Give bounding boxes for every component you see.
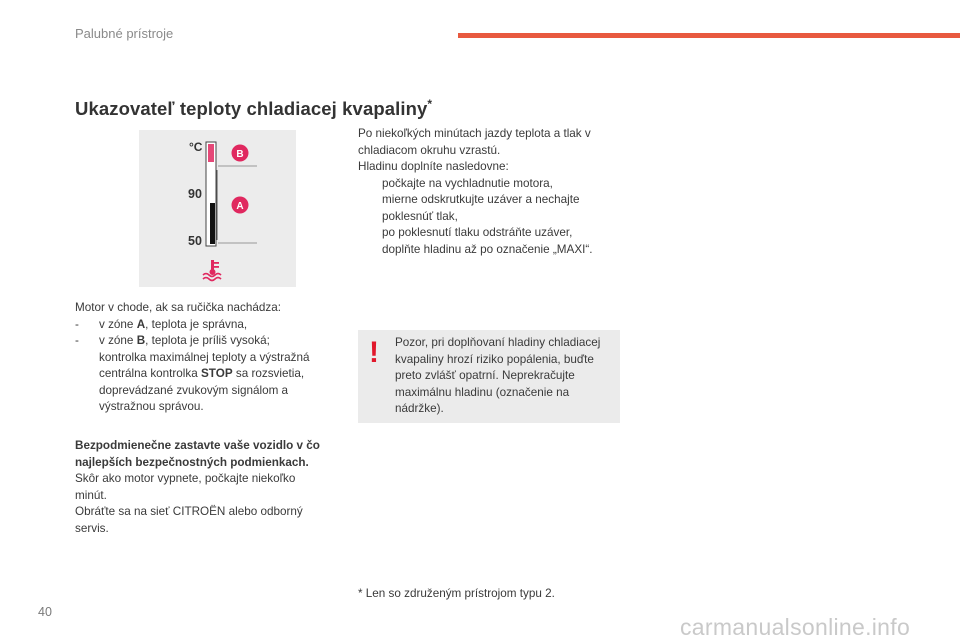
marker-b-label: B xyxy=(236,149,244,160)
page-number: 40 xyxy=(38,605,52,619)
gauge-unit-label: °C xyxy=(189,140,203,154)
tick-label-90: 90 xyxy=(188,187,202,201)
refill-step-1-text: počkajte na vychladnutie motora, xyxy=(382,176,553,190)
zone-b-cont-line1: kontrolka maximálnej teploty a výstražná xyxy=(99,350,310,364)
warning-line-1: Pozor, pri doplňovaní hladiny chladiacej xyxy=(395,336,601,349)
warning-text xyxy=(395,335,617,418)
exclamation-icon: ! xyxy=(369,336,379,369)
instruction-line-6: servis. xyxy=(75,521,109,535)
warning-box xyxy=(358,330,620,423)
right-line-1: Po niekoľkých minútach jazdy teplota a tlak v xyxy=(358,127,591,140)
refill-step-2 xyxy=(358,192,628,225)
zone-b-cont-line3: doprevádzané zvukovým signálom a xyxy=(99,383,289,397)
refill-step-4 xyxy=(358,242,628,259)
stop-vehicle-instructions xyxy=(75,438,345,537)
watermark: carmanualsonline.info xyxy=(680,614,911,640)
zone-a-letter: A xyxy=(136,317,146,331)
coolant-temperature-gauge-illustration xyxy=(139,130,296,287)
dash-mark: - xyxy=(75,334,79,347)
refill-step-1 xyxy=(358,176,628,193)
gauge-needle-level xyxy=(210,203,215,244)
zone-b-cont-suffix: sa rozsvietia, xyxy=(232,367,305,380)
refill-step-4-text: doplňte hladinu až po označenie „MAXI“. xyxy=(382,242,593,256)
zone-b-cont-line4: výstražnou správou. xyxy=(99,400,204,413)
refill-step-2-text: mierne odskrutkujte uzáver a nechajte xyxy=(382,193,580,206)
page-title-text: Ukazovateľ teploty chladiacej kvapaliny xyxy=(75,98,428,120)
bold-line-2: najlepších bezpečnostných podmienkach. xyxy=(75,455,309,469)
zone-b-letter: B xyxy=(136,334,146,347)
marker-a-label: A xyxy=(236,201,244,212)
zone-b-rest: , teplota je príliš vysoká; xyxy=(145,334,270,347)
left-intro: Motor v chode, ak sa ručička nachádza: xyxy=(75,301,281,314)
zone-a-item xyxy=(75,317,345,334)
refill-step-3 xyxy=(358,225,628,242)
footnote: * Len so združeným prístrojom typu 2. xyxy=(358,587,555,600)
zone-a-rest: , teplota je správna, xyxy=(145,317,248,331)
refill-step-2-cont: poklesnúť tlak, xyxy=(382,209,458,223)
title-asterisk: * xyxy=(427,97,433,111)
coolant-temperature-warning-icon xyxy=(203,260,221,281)
zone-b-prefix: v zóne xyxy=(99,334,137,347)
instruction-line-3: Skôr ako motor vypnete, počkajte niekoľko xyxy=(75,472,296,485)
section-title: Palubné prístroje xyxy=(75,26,174,41)
refill-step-3-text: po poklesnutí tlaku odstráňte uzáver, xyxy=(382,226,573,239)
warning-line-2: kvapaliny hrozí riziko popálenia, buďte xyxy=(395,352,594,366)
header-accent-bar xyxy=(458,33,960,38)
warning-line-3: preto zvlášť opatrní. Neprekračujte xyxy=(395,369,575,382)
left-column-text xyxy=(75,300,345,416)
tick-label-50: 50 xyxy=(188,234,202,248)
dash-mark: - xyxy=(75,317,79,331)
zone-b-item xyxy=(75,333,345,416)
warning-line-4: maximálnu hladinu (označenie na xyxy=(395,385,570,399)
stop-label: STOP xyxy=(201,367,233,380)
gauge-hot-zone xyxy=(208,144,214,162)
zone-a-prefix: v zóne xyxy=(99,317,137,331)
bold-line-1: Bezpodmienečne zastavte vaše vozidlo v čo xyxy=(75,439,320,452)
right-line-3: Hladinu doplníte nasledovne: xyxy=(358,160,509,173)
right-line-2: chladiacom okruhu vzrastú. xyxy=(358,143,501,157)
page-title xyxy=(75,97,432,120)
warning-line-5: nádržke). xyxy=(395,402,444,415)
instruction-line-4: minút. xyxy=(75,488,107,502)
right-column-text xyxy=(358,126,628,258)
instruction-line-5: Obráťte sa na sieť CITROËN alebo odborný xyxy=(75,505,303,518)
zone-b-cont-prefix: centrálna kontrolka xyxy=(99,367,201,380)
